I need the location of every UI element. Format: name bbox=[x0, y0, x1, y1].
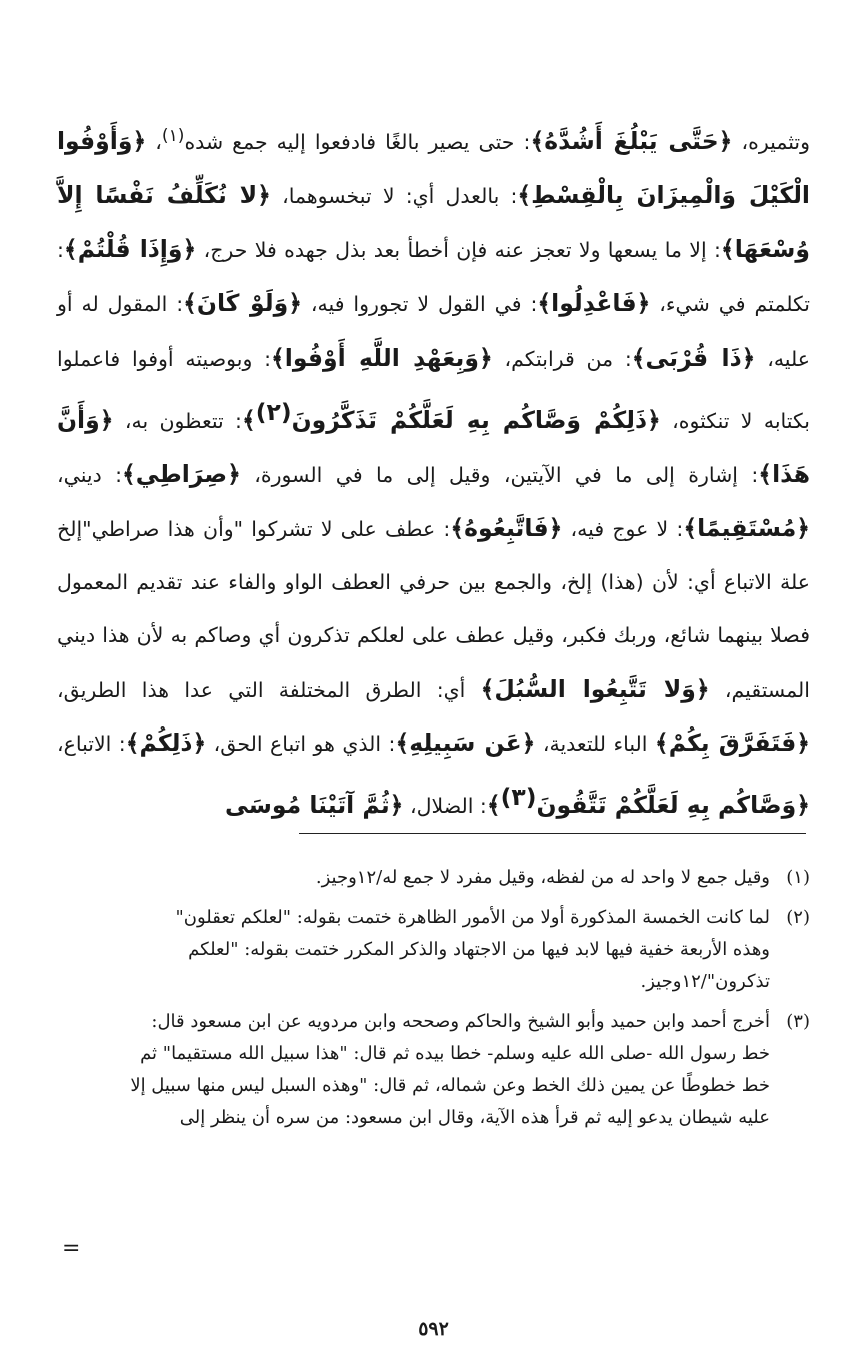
quran-verse: ﴿وَأَوْفُوا الْكَيْلَ وَالْمِيزَانَ بِالْقِسْطِ﴾ bbox=[57, 126, 810, 210]
commentary-text: : إلا ما يسعها ولا تعجز عنه فإن أخطأ بعد بذل جهده فلا حرج، bbox=[196, 238, 721, 263]
footnotes bbox=[57, 862, 810, 1142]
quran-verse: ﴿صِرَاطِي﴾ bbox=[122, 459, 241, 488]
footnote-number: (٣) bbox=[786, 1011, 810, 1032]
quran-verse: ﴿ذَلِكُمْ﴾ bbox=[125, 728, 207, 757]
quran-verse: ﴿ذَلِكُمْ وَصَّاكُم بِهِ لَعَلَّكُمْ تَذَكَّرُونَ bbox=[291, 405, 661, 434]
commentary-text: : الاتباع، bbox=[57, 731, 126, 756]
quran-verse: ﴿وَبِعَهْدِ اللَّهِ أَوْفُوا﴾ bbox=[271, 343, 493, 372]
footnote-separator bbox=[299, 833, 806, 834]
main-paragraph bbox=[57, 110, 810, 833]
footnote-line: وهذه الأربعة خفية فيها لابد فيها من الاجتهاد والذكر المكرر ختمت بقوله: "لعلكم bbox=[188, 939, 770, 960]
commentary-text: : ديني، bbox=[57, 462, 123, 487]
quran-verse: ﴿فَاتَّبِعُوهُ﴾ bbox=[450, 514, 563, 543]
footnote-1 bbox=[57, 862, 810, 894]
quran-verse: ﴿ذَا قُرْبَى﴾ bbox=[631, 343, 756, 372]
commentary-text: : تكلمتم في شيء، bbox=[57, 238, 811, 317]
quran-verse: ﴿وَصَّاكُم بِهِ لَعَلَّكُمْ تَتَّقُونَ bbox=[536, 790, 810, 819]
quran-verse: ﴿حَتَّى يَبْلُغَ أَشُدَّهُ﴾ bbox=[530, 126, 733, 155]
quran-verse: ﴿فَتَفَرَّقَ بِكُمْ﴾ bbox=[654, 728, 811, 757]
quran-verse: ﴿وَلَوْ كَانَ﴾ bbox=[183, 289, 302, 318]
commentary-text: وتثميره، bbox=[732, 129, 810, 154]
continuation-mark: = bbox=[62, 1236, 81, 1261]
commentary-text: : في القول لا تجوروا فيه، bbox=[301, 292, 538, 317]
quran-verse: ﴿عَن سَبِيلِهِ﴾ bbox=[395, 728, 536, 757]
commentary-text: : المقول له أو عليه، bbox=[57, 292, 811, 371]
footnote-line: وقيل جمع لا واحد له من لفظه، وقيل مفرد لا جمع له/١٢وجيز. bbox=[315, 867, 770, 888]
footnote-ref: (٢) bbox=[255, 397, 292, 426]
footnote-line: أخرج أحمد وابن حميد وأبو الشيخ والحاكم وصححه وابن مردويه عن ابن مسعود قال: bbox=[151, 1011, 770, 1032]
footnote-ref: (١) bbox=[161, 126, 185, 146]
quran-verse: ﴿ثُمَّ آتَيْنَا مُوسَى bbox=[224, 790, 404, 819]
commentary-text: : حتى يصير بالغًا فادفعوا إليه جمع شده bbox=[184, 129, 531, 154]
footnote-line: خط رسول الله -صلى الله عليه وسلم- خطا بيده ثم قال: "هذا سبيل الله مستقيما" ثم bbox=[140, 1043, 770, 1064]
footnote-number: (١) bbox=[786, 867, 810, 888]
quran-verse: ﴿لا نُكَلِّفُ نَفْسًا إِلاَّ وُسْعَهَا﴾ bbox=[57, 181, 811, 264]
footnote-line: لما كانت الخمسة المذكورة أولا من الأمور الظاهرة ختمت بقوله: "لعلكم تعقلون" bbox=[175, 907, 770, 928]
commentary-text: : تتعظون به، bbox=[113, 408, 242, 433]
commentary-text: أي: الطرق المختلفة التي عدا هذا الطريق، bbox=[57, 677, 481, 702]
commentary-text: : وبوصيته أوفوا فاعملوا بكتابه لا تنكثوه، bbox=[57, 346, 810, 433]
footnote-line: عليه شيطان يدعو إليه ثم قرأ هذه الآية، وقال ابن مسعود: من سره أن ينظر إلى bbox=[179, 1107, 770, 1128]
footnote-3 bbox=[57, 1006, 810, 1134]
commentary-text: : الذي هو اتباع الحق، bbox=[206, 731, 396, 756]
quran-verse: ﴿وَإِذَا قُلْتُمْ﴾ bbox=[63, 235, 197, 264]
quran-verse: ﴿وَلا تَتَّبِعُوا السُّبُلَ﴾ bbox=[480, 674, 710, 703]
page-number: ٥٩٢ bbox=[418, 1318, 449, 1340]
commentary-text: : بالعدل أي: لا تبخسوهما، bbox=[270, 184, 518, 209]
quran-verse-close: ﴾ bbox=[486, 790, 501, 819]
commentary-text: الباء للتعدية، bbox=[535, 731, 655, 756]
footnote-number: (٢) bbox=[786, 907, 810, 928]
commentary-text: : لا عوج فيه، bbox=[562, 517, 684, 542]
main-text bbox=[57, 110, 810, 833]
commentary-text: : إشارة إلى ما في الآيتين، وقيل إلى ما في السورة، bbox=[240, 462, 759, 487]
commentary-text: : عطف على لا تشركوا "وأن هذا صراطي"إلخ علة الاتباع أي: لأن (هذا) إلخ، والجمع بين حرفي العطف الواو والفاء عند تقديم المعمول فصلا بينهما شائع، وربك فكبر، وقيل عطف على لعلكم تذكرون أي وصاكم به لأن هذا ديني المستقيم، bbox=[57, 517, 810, 702]
footnote-ref: (٣) bbox=[500, 783, 537, 812]
quran-verse: ﴿وَأَنَّ هَذَا﴾ bbox=[57, 405, 810, 488]
commentary-text: ، bbox=[146, 129, 162, 154]
commentary-text: : الضلال، bbox=[403, 793, 487, 818]
footnote-2 bbox=[57, 902, 810, 998]
footnote-line: خط خطوطًا عن يمين ذلك الخط وعن شماله، ثم قال: "وهذه السبل ليس منها سبيل إلا bbox=[130, 1075, 770, 1096]
commentary-text: : من قرابتكم، bbox=[492, 346, 632, 371]
quran-verse-close: ﴾ bbox=[241, 405, 256, 434]
quran-verse: ﴿مُسْتَقِيمًا﴾ bbox=[683, 514, 811, 543]
quran-verse: ﴿فَاعْدِلُوا﴾ bbox=[537, 289, 651, 318]
footnote-line: تذكرون"/١٢وجيز. bbox=[640, 971, 770, 992]
